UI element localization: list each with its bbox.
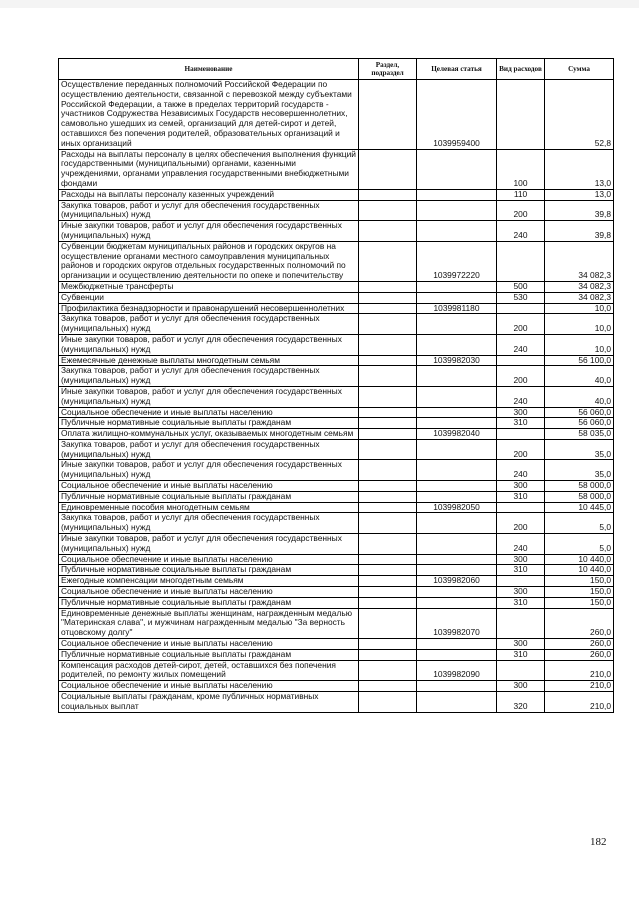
cell-kind: 300	[497, 681, 545, 692]
table-row	[59, 429, 614, 440]
cell-kind	[497, 502, 545, 513]
cell-sum: 40,0	[545, 366, 614, 387]
cell-article: 1039982060	[417, 576, 497, 587]
table-row	[59, 649, 614, 660]
cell-sum: 56 060,0	[545, 407, 614, 418]
cell-section	[359, 386, 417, 407]
cell-sum: 210,0	[545, 660, 614, 681]
cell-sum: 35,0	[545, 439, 614, 460]
cell-name: Ежемесячные денежные выплаты многодетным семьям	[59, 355, 359, 366]
cell-section	[359, 355, 417, 366]
cell-sum: 35,0	[545, 460, 614, 481]
table-row	[59, 576, 614, 587]
table-row	[59, 303, 614, 314]
table-body	[59, 80, 614, 713]
cell-article	[417, 366, 497, 387]
cell-sum: 58 035,0	[545, 429, 614, 440]
cell-kind	[497, 355, 545, 366]
cell-kind: 300	[497, 639, 545, 650]
scan-edge	[0, 0, 639, 8]
cell-kind: 530	[497, 292, 545, 303]
cell-article	[417, 481, 497, 492]
cell-kind: 310	[497, 418, 545, 429]
cell-name: Публичные нормативные социальные выплаты гражданам	[59, 418, 359, 429]
cell-article: 1039982070	[417, 608, 497, 638]
cell-kind	[497, 576, 545, 587]
table-row	[59, 292, 614, 303]
cell-name: Социальное обеспечение и иные выплаты населению	[59, 639, 359, 650]
cell-article: 1039982040	[417, 429, 497, 440]
cell-kind: 500	[497, 281, 545, 292]
cell-section	[359, 587, 417, 598]
cell-sum: 210,0	[545, 681, 614, 692]
cell-section	[359, 418, 417, 429]
cell-kind: 240	[497, 386, 545, 407]
cell-section	[359, 334, 417, 355]
cell-sum: 52,8	[545, 80, 614, 150]
table-header	[59, 59, 614, 80]
table-row	[59, 314, 614, 335]
cell-section	[359, 281, 417, 292]
cell-sum: 150,0	[545, 587, 614, 598]
cell-section	[359, 221, 417, 242]
cell-name: Публичные нормативные социальные выплаты гражданам	[59, 491, 359, 502]
cell-sum: 13,0	[545, 149, 614, 189]
cell-name: Профилактика безнадзорности и правонарушений несовершеннолетних	[59, 303, 359, 314]
cell-section	[359, 660, 417, 681]
cell-article	[417, 189, 497, 200]
table-row	[59, 597, 614, 608]
table-row	[59, 355, 614, 366]
cell-kind: 300	[497, 587, 545, 598]
cell-name: Закупка товаров, работ и услуг для обеспечения государственных (муниципальных) нужд	[59, 513, 359, 534]
cell-name: Субвенции	[59, 292, 359, 303]
cell-article	[417, 281, 497, 292]
cell-article	[417, 386, 497, 407]
cell-kind: 320	[497, 692, 545, 713]
cell-name: Субвенции бюджетам муниципальных районов и городских округов на осуществление органами местного самоуправления муниципальных районов и городских округов отдельных государственных полномочий по организации и осуществлению деятельности по опеке и попечительству	[59, 241, 359, 281]
cell-section	[359, 439, 417, 460]
cell-article: 1039982050	[417, 502, 497, 513]
table-row	[59, 639, 614, 650]
cell-article	[417, 439, 497, 460]
cell-sum: 34 082,3	[545, 241, 614, 281]
table-row	[59, 491, 614, 502]
cell-sum: 10 445,0	[545, 502, 614, 513]
cell-section	[359, 481, 417, 492]
cell-sum: 39,8	[545, 200, 614, 221]
cell-section	[359, 681, 417, 692]
cell-section	[359, 491, 417, 502]
table-row	[59, 407, 614, 418]
cell-name: Расходы на выплаты персоналу в целях обеспечения выполнения функций государственными (муниципальными) органами, казенными учреждениями, органами управления государственными внебюджетными фондами	[59, 149, 359, 189]
cell-sum: 58 000,0	[545, 481, 614, 492]
cell-section	[359, 241, 417, 281]
cell-sum: 34 082,3	[545, 292, 614, 303]
cell-name: Социальные выплаты гражданам, кроме публичных нормативных социальных выплат	[59, 692, 359, 713]
cell-sum: 150,0	[545, 576, 614, 587]
cell-sum: 34 082,3	[545, 281, 614, 292]
cell-kind: 300	[497, 481, 545, 492]
cell-section	[359, 200, 417, 221]
cell-kind: 240	[497, 534, 545, 555]
cell-article	[417, 649, 497, 660]
header-article: Целевая статья	[417, 59, 497, 80]
cell-name: Закупка товаров, работ и услуг для обеспечения государственных (муниципальных) нужд	[59, 200, 359, 221]
cell-article	[417, 692, 497, 713]
table-row	[59, 439, 614, 460]
cell-name: Социальное обеспечение и иные выплаты населению	[59, 407, 359, 418]
table-row	[59, 281, 614, 292]
cell-article	[417, 334, 497, 355]
cell-article: 1039972220	[417, 241, 497, 281]
header-name: Наименование	[59, 59, 359, 80]
table-row	[59, 149, 614, 189]
cell-kind: 100	[497, 149, 545, 189]
cell-kind: 310	[497, 597, 545, 608]
table-row	[59, 513, 614, 534]
cell-section	[359, 554, 417, 565]
cell-kind: 200	[497, 366, 545, 387]
table-row	[59, 565, 614, 576]
cell-article	[417, 200, 497, 221]
cell-sum: 56 100,0	[545, 355, 614, 366]
cell-sum: 260,0	[545, 649, 614, 660]
cell-section	[359, 189, 417, 200]
cell-section	[359, 502, 417, 513]
cell-sum: 5,0	[545, 513, 614, 534]
cell-kind: 200	[497, 439, 545, 460]
cell-name: Социальное обеспечение и иные выплаты населению	[59, 587, 359, 598]
cell-name: Закупка товаров, работ и услуг для обеспечения государственных (муниципальных) нужд	[59, 314, 359, 335]
cell-section	[359, 429, 417, 440]
cell-section	[359, 149, 417, 189]
cell-article: 1039981180	[417, 303, 497, 314]
cell-name: Ежегодные компенсации многодетным семьям	[59, 576, 359, 587]
cell-section	[359, 292, 417, 303]
cell-article	[417, 149, 497, 189]
cell-name: Единовременные денежные выплаты женщинам, награжденным медалью "Материнская слава", и мужчинам награжденным медалью "За верность отцовскому долгу"	[59, 608, 359, 638]
cell-kind: 240	[497, 334, 545, 355]
cell-name: Расходы на выплаты персоналу казенных учреждений	[59, 189, 359, 200]
table-row	[59, 481, 614, 492]
cell-section	[359, 576, 417, 587]
cell-kind	[497, 660, 545, 681]
cell-kind: 200	[497, 200, 545, 221]
cell-article: 1039982090	[417, 660, 497, 681]
cell-kind: 200	[497, 513, 545, 534]
cell-kind: 110	[497, 189, 545, 200]
cell-name: Социальное обеспечение и иные выплаты населению	[59, 681, 359, 692]
cell-sum: 10,0	[545, 314, 614, 335]
cell-sum: 56 060,0	[545, 418, 614, 429]
header-section: Раздел, подраздел	[359, 59, 417, 80]
cell-article	[417, 513, 497, 534]
cell-section	[359, 407, 417, 418]
cell-name: Иные закупки товаров, работ и услуг для обеспечения государственных (муниципальных) нужд	[59, 386, 359, 407]
cell-article	[417, 407, 497, 418]
cell-name: Иные закупки товаров, работ и услуг для обеспечения государственных (муниципальных) нужд	[59, 221, 359, 242]
cell-sum: 10,0	[545, 303, 614, 314]
cell-kind: 240	[497, 460, 545, 481]
cell-section	[359, 534, 417, 555]
cell-kind: 240	[497, 221, 545, 242]
cell-article: 1039959400	[417, 80, 497, 150]
cell-article	[417, 597, 497, 608]
cell-sum: 260,0	[545, 608, 614, 638]
cell-kind	[497, 429, 545, 440]
cell-kind: 300	[497, 407, 545, 418]
cell-sum: 39,8	[545, 221, 614, 242]
cell-sum: 40,0	[545, 386, 614, 407]
header-sum: Сумма	[545, 59, 614, 80]
cell-kind: 300	[497, 554, 545, 565]
table-row	[59, 608, 614, 638]
table-row	[59, 502, 614, 513]
cell-section	[359, 303, 417, 314]
cell-section	[359, 597, 417, 608]
cell-section	[359, 460, 417, 481]
budget-table	[58, 58, 614, 713]
cell-name: Иные закупки товаров, работ и услуг для обеспечения государственных (муниципальных) нужд	[59, 334, 359, 355]
cell-name: Закупка товаров, работ и услуг для обеспечения государственных (муниципальных) нужд	[59, 366, 359, 387]
cell-name: Публичные нормативные социальные выплаты гражданам	[59, 649, 359, 660]
table-row	[59, 681, 614, 692]
cell-kind: 310	[497, 565, 545, 576]
cell-kind	[497, 80, 545, 150]
table-row	[59, 534, 614, 555]
cell-section	[359, 314, 417, 335]
page-number: 182	[590, 836, 607, 848]
cell-name: Межбюджетные трансферты	[59, 281, 359, 292]
cell-name: Единовременные пособия многодетным семьям	[59, 502, 359, 513]
cell-sum: 10 440,0	[545, 565, 614, 576]
cell-name: Публичные нормативные социальные выплаты гражданам	[59, 565, 359, 576]
cell-section	[359, 608, 417, 638]
cell-kind: 310	[497, 649, 545, 660]
cell-article	[417, 314, 497, 335]
cell-article: 1039982030	[417, 355, 497, 366]
cell-name: Оплата жилищно-коммунальных услуг, оказываемых многодетным семьям	[59, 429, 359, 440]
cell-name: Публичные нормативные социальные выплаты гражданам	[59, 597, 359, 608]
table-row	[59, 460, 614, 481]
table-row	[59, 334, 614, 355]
cell-sum: 10,0	[545, 334, 614, 355]
table-row	[59, 554, 614, 565]
cell-sum: 13,0	[545, 189, 614, 200]
cell-kind	[497, 241, 545, 281]
cell-sum: 260,0	[545, 639, 614, 650]
cell-article	[417, 554, 497, 565]
table-row	[59, 386, 614, 407]
table-row	[59, 660, 614, 681]
cell-section	[359, 513, 417, 534]
cell-section	[359, 649, 417, 660]
table-row	[59, 692, 614, 713]
cell-article	[417, 534, 497, 555]
cell-section	[359, 366, 417, 387]
cell-article	[417, 292, 497, 303]
table-row	[59, 241, 614, 281]
table-row	[59, 366, 614, 387]
cell-sum: 58 000,0	[545, 491, 614, 502]
cell-sum: 210,0	[545, 692, 614, 713]
cell-article	[417, 681, 497, 692]
table-row	[59, 200, 614, 221]
header-kind: Вид расходов	[497, 59, 545, 80]
cell-name: Иные закупки товаров, работ и услуг для обеспечения государственных (муниципальных) нужд	[59, 534, 359, 555]
cell-name: Социальное обеспечение и иные выплаты населению	[59, 481, 359, 492]
cell-article	[417, 565, 497, 576]
cell-name: Закупка товаров, работ и услуг для обеспечения государственных (муниципальных) нужд	[59, 439, 359, 460]
cell-article	[417, 221, 497, 242]
cell-article	[417, 587, 497, 598]
table-row	[59, 189, 614, 200]
cell-name: Иные закупки товаров, работ и услуг для обеспечения государственных (муниципальных) нужд	[59, 460, 359, 481]
cell-kind	[497, 303, 545, 314]
cell-name: Социальное обеспечение и иные выплаты населению	[59, 554, 359, 565]
table-row	[59, 221, 614, 242]
cell-article	[417, 491, 497, 502]
cell-kind	[497, 608, 545, 638]
cell-section	[359, 692, 417, 713]
table-row	[59, 418, 614, 429]
cell-sum: 150,0	[545, 597, 614, 608]
cell-name: Компенсация расходов детей-сирот, детей, оставшихся без попечения родителей, по ремонту жилых помещений	[59, 660, 359, 681]
cell-article	[417, 639, 497, 650]
cell-sum: 10 440,0	[545, 554, 614, 565]
cell-name: Осуществление переданных полномочий Российской Федерации по осуществлению деятельности, связанной с перевозкой между субъектами Российской Федерации, а также в пределах территорий государств - участников Содружества Независимых Государств несовершеннолетних, самовольно ушедших из семей, организаций для детей-сирот и детей, оставшихся без попечения родителей, образовательных организаций и иных организаций	[59, 80, 359, 150]
cell-section	[359, 639, 417, 650]
cell-section	[359, 80, 417, 150]
table-row	[59, 80, 614, 150]
cell-kind: 200	[497, 314, 545, 335]
cell-article	[417, 460, 497, 481]
cell-section	[359, 565, 417, 576]
cell-sum: 5,0	[545, 534, 614, 555]
cell-kind: 310	[497, 491, 545, 502]
table-row	[59, 587, 614, 598]
cell-article	[417, 418, 497, 429]
